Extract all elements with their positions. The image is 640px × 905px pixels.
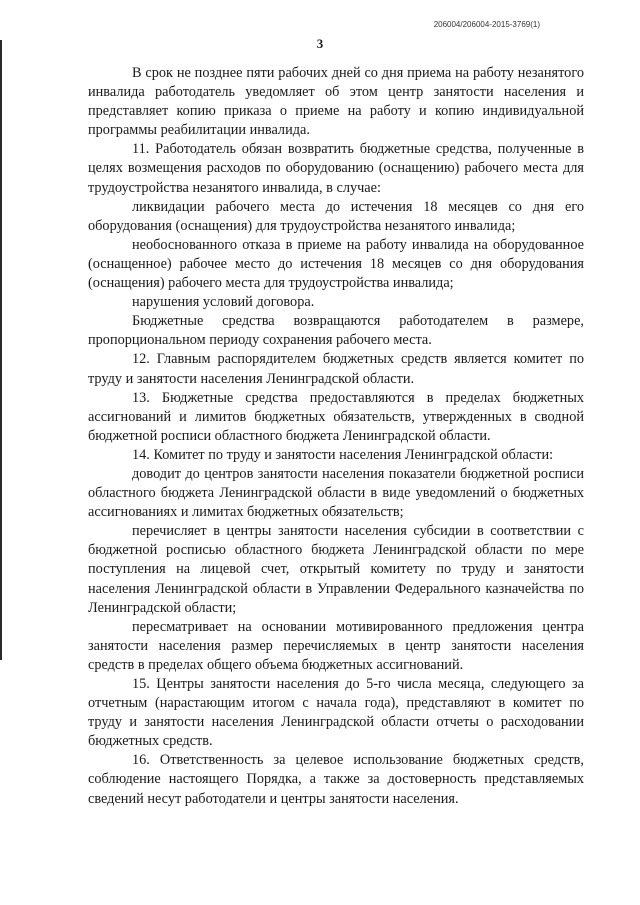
page-number: 3 (316, 36, 324, 51)
paragraph: ликвидации рабочего места до истечения 18 месяцев со дня его оборудования (оснащения) для трудоустройства незанятого инвалида; (88, 198, 584, 234)
paragraph: необоснованного отказа в приеме на работу инвалида на оборудованное (оснащенное) рабочее место до истечения 18 месяцев со дня оборудования (оснащения) рабочего места для трудоустройства инвалида; (88, 236, 584, 292)
paragraph: 14. Комитет по труду и занятости населения Ленинградской области: (132, 446, 554, 463)
paragraph: Бюджетные средства возвращаются работодателем в размере, пропорциональном периоду сохранения рабочего места. (88, 313, 584, 349)
paragraph: 15. Центры занятости населения до 5-го числа месяца, следующего за отчетным (нарастающим итогом с начала года), представляют в комитет по труду и занятости населения Ленинградской области отчеты о расходовании бюджетных средств. (88, 676, 584, 750)
paragraph: 11. Работодатель обязан возвратить бюджетные средства, полученные в целях возмещения расходов по оборудованию (оснащению) рабочего места для трудоустройства незанятого инвалида, в случае: (88, 141, 584, 196)
paragraph: доводит до центров занятости населения показатели бюджетной росписи областного бюджета Ленинградской области в виде уведомлений о бюджетных ассигнованиях и лимитах бюджетных обязательств; (88, 465, 584, 521)
document-body (88, 64, 584, 809)
paragraph: пересматривает на основании мотивированного предложения центра занятости населения размер перечисляемых в центр занятости населения средств в пределах общего объема бюджетных ассигнований. (88, 618, 584, 673)
paragraph: В срок не позднее пяти рабочих дней со дня приема на работу незанятого инвалида работодатель уведомляет об этом центр занятости населения и представляет копию приказа о приеме на работу и копию индивидуальной программы реабилитации инвалида. (88, 65, 584, 139)
paragraph: 12. Главным распорядителем бюджетных средств является комитет по труду и занятости населения Ленинградской области. (88, 351, 584, 387)
paragraph: 13. Бюджетные средства предоставляются в пределах бюджетных ассигнований и лимитов бюджетных обязательств, утвержденных в сводной бюджетной росписи областного бюджета Ленинградской области. (88, 389, 584, 444)
document-id: 206004/206004-2015-3769(1) (433, 20, 540, 29)
scan-edge-line (0, 40, 2, 660)
paragraph: перечисляет в центры занятости населения субсидии в соответствии с бюджетной росписью областного бюджета Ленинградской области по мере поступления на лицевой счет, открытый комитету по труду и занятости населения Ленинградской области в Управлении Федерального казначейства по Ленинградской области; (88, 523, 584, 616)
paragraph: 16. Ответственность за целевое использование бюджетных средств, соблюдение настоящего Порядка, а также за достоверность представляемых сведений несут работодатели и центры занятости населения. (88, 752, 584, 807)
paragraph: нарушения условий договора. (132, 294, 315, 311)
